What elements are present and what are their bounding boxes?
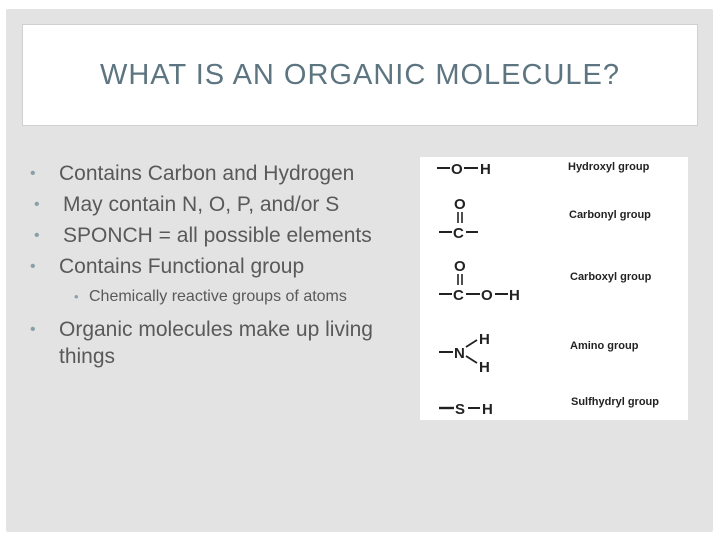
atom-label: H: [509, 287, 520, 304]
atom-label: O: [454, 258, 466, 275]
atom-label: N: [454, 345, 465, 362]
bullet-dot-icon: •: [74, 289, 79, 304]
atom-label: O: [481, 287, 493, 304]
bullet-text: Contains Carbon and Hydrogen: [59, 162, 355, 185]
sub-bullet-item: [30, 286, 410, 308]
atom-label: O: [454, 196, 466, 213]
carboxyl-structure: [439, 258, 520, 304]
bullet-text: SPONCH = all possible elements: [63, 224, 372, 247]
atom-label: C: [453, 225, 464, 242]
bullet-dot-icon: •: [34, 227, 40, 244]
bullet-text: May contain N, O, P, and/or S: [63, 193, 340, 216]
title-bar: [22, 24, 698, 126]
carbonyl-structure: [439, 196, 478, 242]
amino-structure: [439, 331, 490, 376]
bullet-item: [30, 191, 410, 218]
atom-label: S: [455, 401, 466, 418]
atom-label: H: [479, 359, 490, 376]
atom-label: H: [482, 401, 493, 418]
atom-label: C: [453, 287, 464, 304]
sub-bullet-text: Chemically reactive groups of atoms: [89, 288, 347, 305]
functional-groups-diagram: [420, 157, 688, 420]
atom-label: H: [480, 161, 491, 178]
group-label: Sulfhydryl group: [571, 396, 659, 408]
bullet-item: [30, 160, 410, 187]
functional-groups-svg: [420, 157, 688, 420]
group-label: Hydroxyl group: [568, 161, 650, 173]
bullet-text: Contains Functional group: [59, 255, 305, 278]
group-label: Amino group: [570, 340, 639, 352]
atom-label: O: [451, 161, 463, 178]
bullet-text: Organic molecules make up living things: [59, 318, 373, 368]
bullet-dot-icon: •: [30, 321, 36, 338]
bullet-dot-icon: •: [30, 165, 36, 182]
hydroxyl-structure: [437, 161, 491, 178]
bullet-item: [30, 222, 410, 249]
atom-label: H: [479, 331, 490, 348]
group-label: Carbonyl group: [569, 209, 651, 221]
bullet-dot-icon: •: [30, 258, 36, 275]
sulfhydryl-structure: [439, 401, 493, 418]
bullet-dot-icon: •: [34, 196, 40, 213]
slide-title: WHAT IS AN ORGANIC MOLECULE?: [99, 58, 621, 91]
group-label: Carboxyl group: [570, 271, 652, 283]
bullet-list: [30, 160, 410, 374]
bullet-item: [30, 316, 410, 370]
bullet-item: [30, 253, 410, 280]
